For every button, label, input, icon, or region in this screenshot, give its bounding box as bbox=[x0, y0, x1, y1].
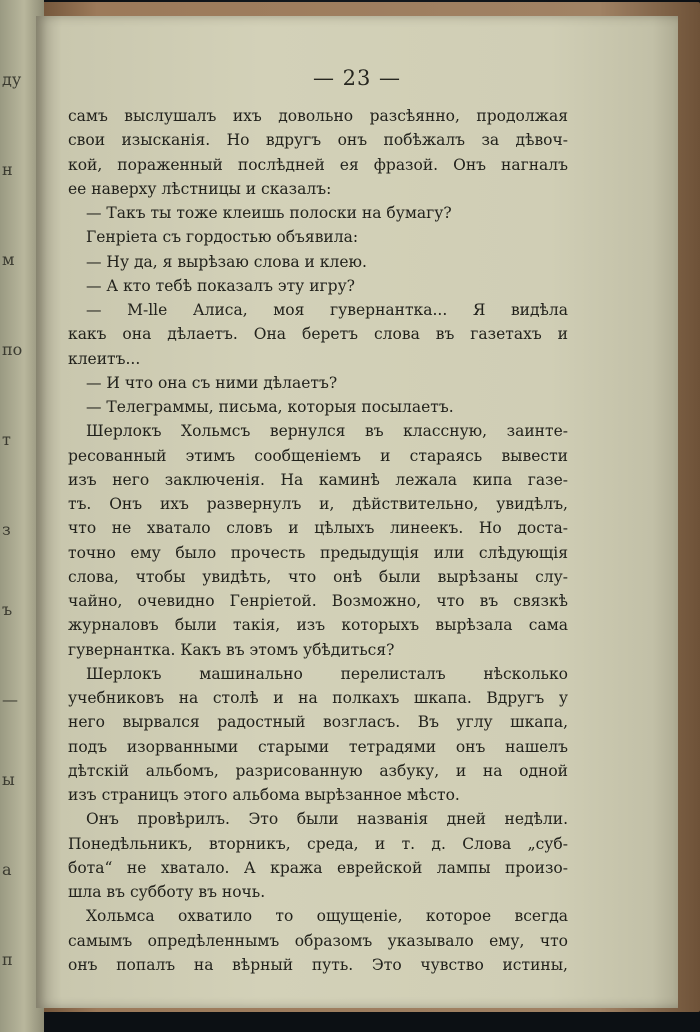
text-line: слова, чтобы увидѣть, что онѣ были вырѣзаны слу- bbox=[68, 567, 568, 586]
page-text bbox=[68, 104, 568, 977]
left-page-fragment: ъ bbox=[2, 600, 13, 619]
text-line: — А кто тебѣ показалъ эту игру? bbox=[86, 276, 355, 295]
text-line: ресованный этимъ сообщеніемъ и стараясь вывести bbox=[68, 446, 568, 465]
left-page-fragment: м bbox=[2, 250, 15, 269]
left-page-fragment: т bbox=[2, 430, 11, 449]
text-line: ее наверху лѣстницы и сказалъ: bbox=[68, 179, 332, 198]
text-line: подъ изорванными старыми тетрадями онъ нашелъ bbox=[68, 737, 568, 756]
text-line: — Такъ ты тоже клеишь полоски на бумагу? bbox=[86, 204, 452, 222]
text-line: тъ. Онъ ихъ развернулъ и, дѣйствительно, увидѣлъ, bbox=[68, 495, 568, 513]
text-line: журналовъ были такія, изъ которыхъ вырѣзала сама bbox=[68, 616, 568, 635]
text-line: онъ попалъ на вѣрный путь. Это чувство истины, bbox=[68, 955, 568, 974]
text-line: свои изысканія. Но вдругъ онъ побѣжалъ за дѣвоч- bbox=[68, 131, 568, 150]
text-line: учебниковъ на столѣ и на полкахъ шкапа. Вдругъ у bbox=[68, 689, 568, 707]
text-line: кой, пораженный послѣдней ея фразой. Онъ нагналъ bbox=[68, 155, 568, 174]
text-line: — М-llе Алиса, моя гувернантка... Я видѣла bbox=[86, 301, 568, 319]
text-line: Онъ провѣрилъ. Это были названія дней недѣли. bbox=[86, 810, 568, 829]
left-page-fragment: — bbox=[2, 690, 18, 709]
text-line: Генріета съ гордостью объявила: bbox=[86, 228, 359, 247]
book-page bbox=[36, 16, 678, 1008]
text-line: точно ему было прочесть предыдущія или слѣдующія bbox=[68, 543, 568, 562]
text-line: что не хватало словъ и цѣлыхъ линеекъ. Но доста- bbox=[68, 519, 568, 538]
text-line: Шерлокъ машинально перелисталъ нѣсколько bbox=[86, 664, 568, 683]
text-line: бота“ не хватало. А кража еврейской лампы произо- bbox=[68, 858, 568, 877]
text-line: шла въ субботу въ ночь. bbox=[68, 883, 266, 901]
text-line: самъ выслушалъ ихъ довольно разсѣянно, продолжая bbox=[68, 107, 568, 125]
text-line: самымъ опредѣленнымъ образомъ указывало ему, что bbox=[68, 931, 568, 950]
text-line: дѣтскій альбомъ, разрисованную азбуку, и на одной bbox=[68, 761, 568, 780]
text-line: — Ну да, я вырѣзаю слова и клею. bbox=[86, 252, 367, 271]
text-line: изъ страницъ этого альбома вырѣзанное мѣсто. bbox=[68, 786, 460, 804]
text-line: Шерлокъ Хольмсъ вернулся въ классную, заинте- bbox=[86, 422, 568, 441]
text-line: гувернантка. Какъ въ этомъ убѣдиться? bbox=[68, 640, 395, 659]
text-line: Хольмса охватило то ощущеніе, которое всегда bbox=[86, 907, 568, 926]
text-line: него вырвался радостный возгласъ. Въ углу шкапа, bbox=[68, 713, 568, 732]
text-line: — И что она съ ними дѣлаетъ? bbox=[86, 373, 338, 392]
page-number: — 23 — bbox=[312, 66, 402, 90]
left-page-fragment: по bbox=[2, 340, 23, 359]
text-line: Понедѣльникъ, вторникъ, среда, и т. д. Слова „суб- bbox=[68, 834, 568, 853]
text-line: чайно, очевидно Генріетой. Возможно, что въ связкѣ bbox=[68, 592, 568, 610]
text-line: клеитъ... bbox=[68, 349, 141, 368]
text-line: — Телеграммы, письма, которыя посылаетъ. bbox=[86, 398, 454, 416]
left-page-fragment: ду bbox=[2, 70, 22, 89]
text-line: изъ него заключенія. На каминѣ лежала кипа газе- bbox=[68, 470, 568, 489]
left-page-fragment: ы bbox=[2, 770, 15, 789]
left-page-fragment: н bbox=[2, 160, 13, 179]
text-line: какъ она дѣлаетъ. Она беретъ слова въ газетахъ и bbox=[68, 325, 568, 344]
left-page-fragment: п bbox=[2, 950, 13, 969]
left-page-fragment: з bbox=[2, 520, 11, 539]
left-page-fragment: а bbox=[2, 860, 12, 879]
